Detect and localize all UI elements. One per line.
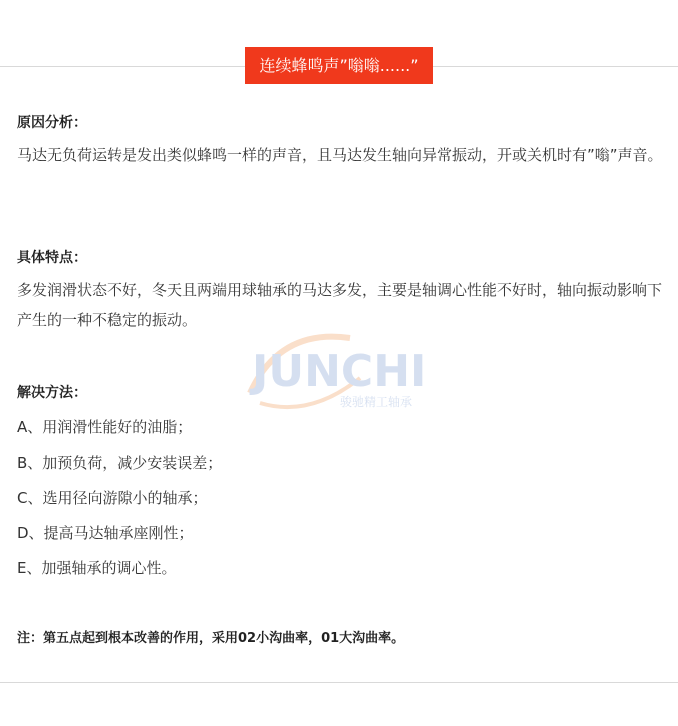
solution-item-a: A、用润滑性能好的油脂； [17,418,193,436]
footer-divider [0,682,678,683]
solution-item-c: C、选用径向游隙小的轴承； [17,489,208,507]
solution-item-d: D、提高马达轴承座刚性； [17,524,194,542]
solutions-heading: 解决方法： [17,385,87,401]
solution-item-b: B、加预负荷，减少安装误差； [17,454,223,472]
watermark-brand: JUNCHI [252,346,427,397]
cause-heading: 原因分析： [17,115,87,131]
watermark-tagline: 骏驰精工轴承 [340,395,413,409]
note-text: 注：第五点起到根本改善的作用，采用02小沟曲率，01大沟曲率。 [17,631,405,646]
section-title-banner [245,47,433,84]
section-title: 连续蜂鸣声”嗡嗡......” [259,56,419,75]
features-text: 多发润滑状态不好，冬天且两端用球轴承的马达多发，主要是轴调心性能不好时，轴向振动影响下产生的一种不稳定的振动。 [17,281,663,329]
features-heading: 具体特点： [17,250,87,266]
solution-item-e: E、加强轴承的调心性。 [17,559,177,577]
cause-text: 马达无负荷运转是发出类似蜂鸣一样的声音，且马达发生轴向异常振动，开或关机时有”嗡”声音。 [17,146,663,164]
